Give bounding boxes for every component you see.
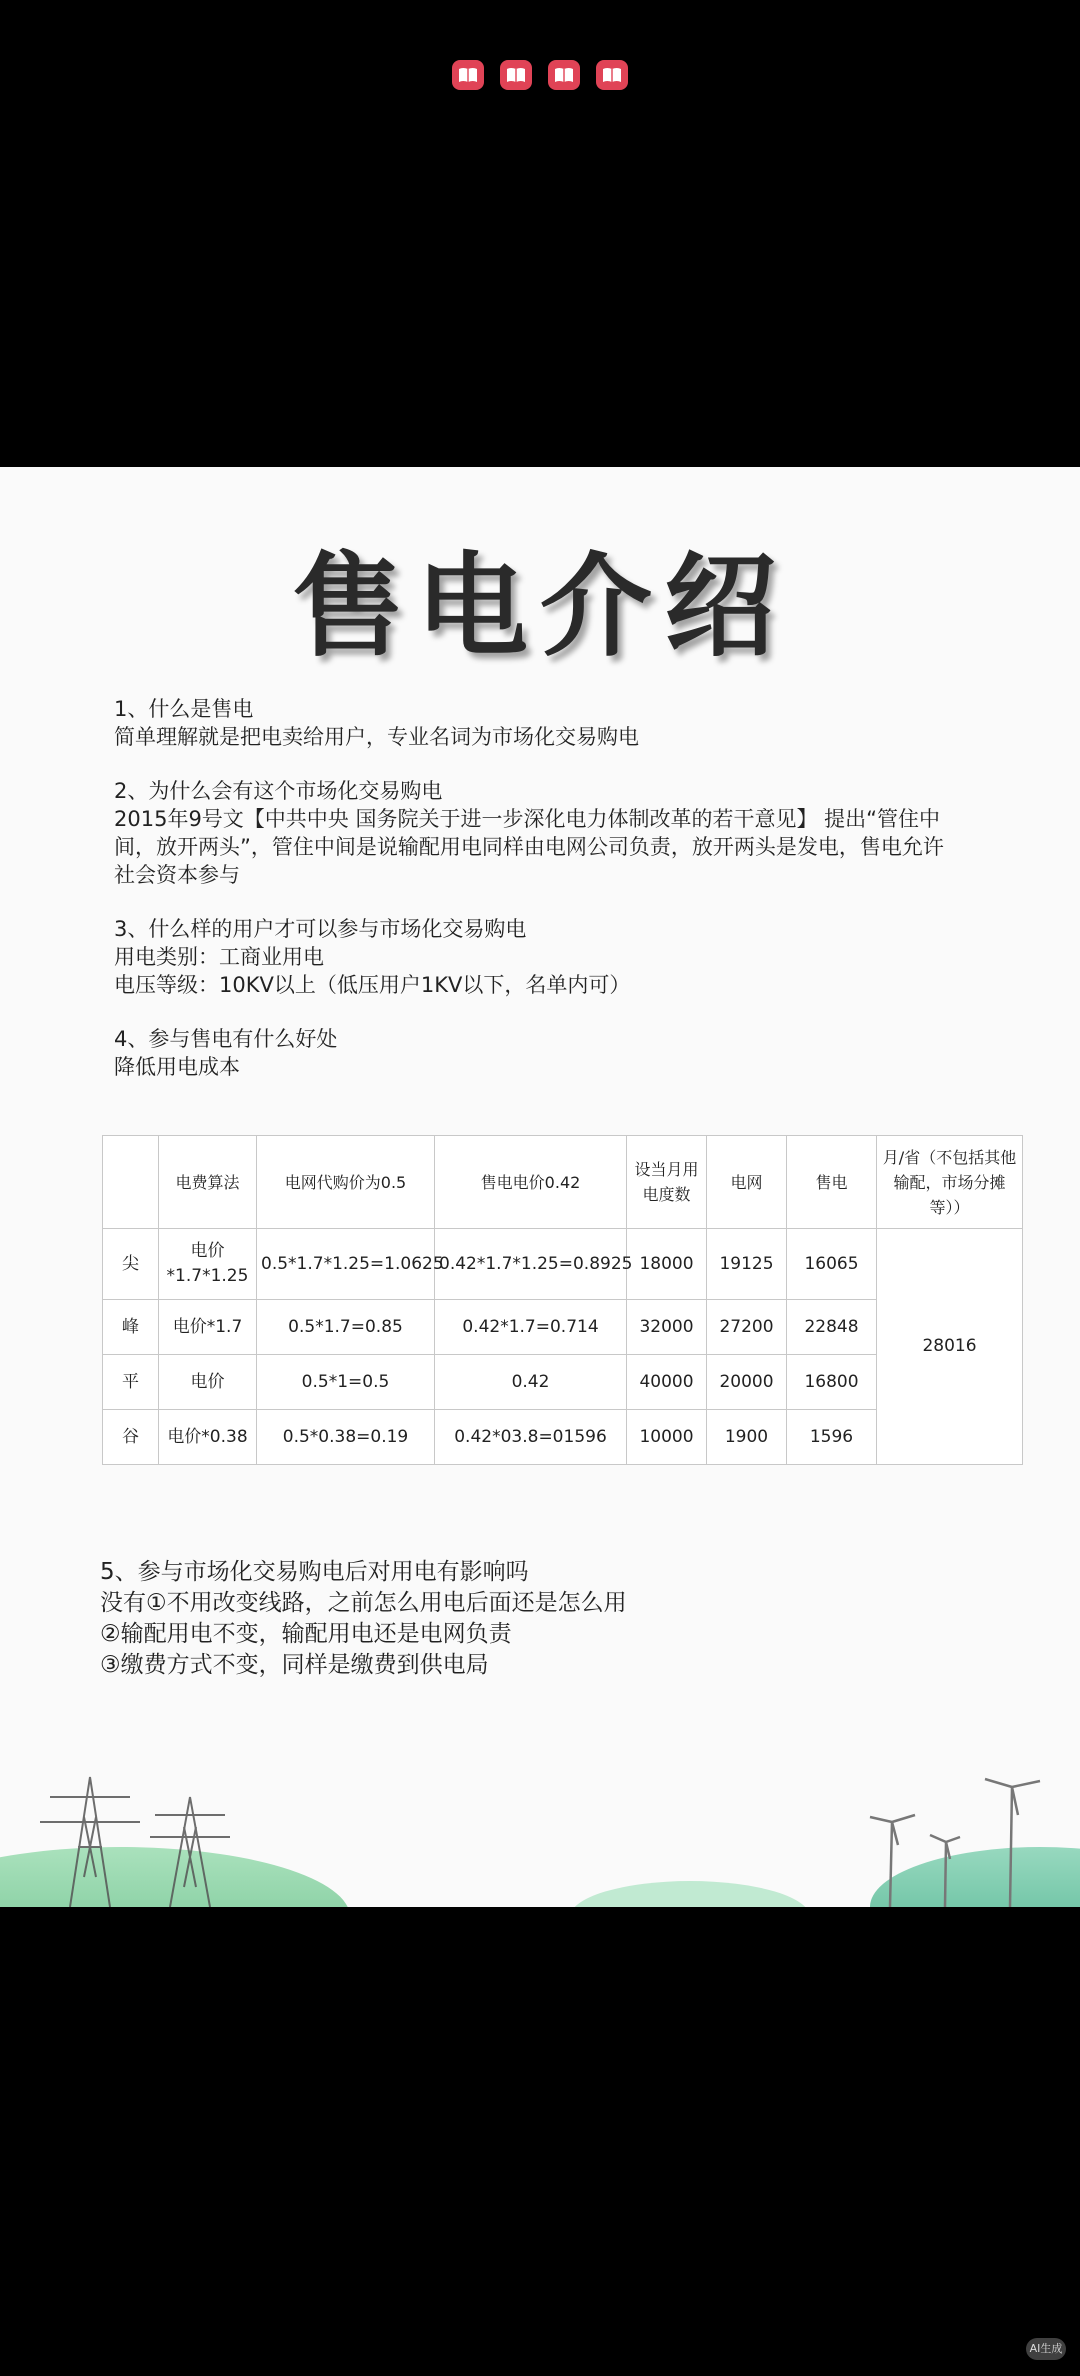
section-what-is <box>114 695 1034 751</box>
section-text: 2015年9号文【中共中央 国务院关于进一步深化电力体制改革的若干意见】 提出“管住中 <box>114 807 941 831</box>
grid-calc-cell: 0.5*0.38=0.19 <box>257 1410 435 1465</box>
price-table <box>102 1135 1023 1465</box>
period-label: 峰 <box>103 1300 159 1355</box>
section-text: 电压等级：10KV以上（低压用户1KV以下，名单内可） <box>114 973 631 997</box>
footer-illustration <box>0 1767 1080 1907</box>
top-icon-row <box>0 60 1080 90</box>
monthly-saving-cell: 28016 <box>877 1229 1023 1465</box>
section-text: ②输配用电不变，输配用电还是电网负责 <box>100 1621 512 1647</box>
table-row <box>103 1229 1023 1300</box>
sale-calc-cell: 0.42*1.7*1.25=0.8925 <box>435 1229 627 1300</box>
section-who <box>114 915 1034 999</box>
formula-cell: 电价*1.7*1.25 <box>159 1229 257 1300</box>
grid-calc-cell: 0.5*1=0.5 <box>257 1355 435 1410</box>
table-header <box>103 1136 159 1229</box>
grid-cost-cell: 27200 <box>707 1300 787 1355</box>
section-text: 间，放开两头”，管住中间是说输配用电同样由电网公司负责，放开两头是发电，售电允许 <box>114 835 944 859</box>
formula-cell: 电价*0.38 <box>159 1410 257 1465</box>
table-header: 设当月用电度数 <box>627 1136 707 1229</box>
page-title: 售电介绍 <box>292 541 788 672</box>
section-heading: 1、什么是售电 <box>114 697 254 721</box>
intro-sections <box>114 695 1034 1107</box>
section-text: 降低用电成本 <box>114 1055 240 1079</box>
usage-cell: 10000 <box>627 1410 707 1465</box>
grid-calc-cell: 0.5*1.7*1.25=1.0625 <box>257 1229 435 1300</box>
grid-calc-cell: 0.5*1.7=0.85 <box>257 1300 435 1355</box>
period-label: 平 <box>103 1355 159 1410</box>
section-text: 社会资本参与 <box>114 863 240 887</box>
section-heading: 2、为什么会有这个市场化交易购电 <box>114 779 443 803</box>
table-header: 月/省（不包括其他输配，市场分摊等）） <box>877 1136 1023 1229</box>
usage-cell: 32000 <box>627 1300 707 1355</box>
section-text: 简单理解就是把电卖给用户，专业名词为市场化交易购电 <box>114 725 639 749</box>
sale-cost-cell: 1596 <box>787 1410 877 1465</box>
section-text: 没有①不用改变线路，之前怎么用电后面还是怎么用 <box>100 1590 627 1616</box>
sale-calc-cell: 0.42 <box>435 1355 627 1410</box>
sale-calc-cell: 0.42*03.8=01596 <box>435 1410 627 1465</box>
hill-right <box>870 1847 1080 1907</box>
period-label: 谷 <box>103 1410 159 1465</box>
price-table-wrap <box>102 1135 1022 1465</box>
table-header-row <box>103 1136 1023 1229</box>
section-text: 用电类别：工商业用电 <box>114 945 324 969</box>
table-header: 电费算法 <box>159 1136 257 1229</box>
document-image <box>0 467 1080 1907</box>
book-icon[interactable] <box>548 60 580 90</box>
grid-cost-cell: 19125 <box>707 1229 787 1300</box>
section-benefit <box>114 1025 1034 1081</box>
sale-calc-cell: 0.42*1.7=0.714 <box>435 1300 627 1355</box>
table-header: 电网代购价为0.5 <box>257 1136 435 1229</box>
grid-cost-cell: 20000 <box>707 1355 787 1410</box>
hill-center <box>570 1881 810 1907</box>
book-icon[interactable] <box>500 60 532 90</box>
section-why <box>114 777 1034 889</box>
section-heading: 4、参与售电有什么好处 <box>114 1027 338 1051</box>
section-heading: 5、参与市场化交易购电后对用电有影响吗 <box>100 1559 529 1585</box>
ai-badge: AI生成 <box>1026 2338 1066 2360</box>
table-header: 售电电价0.42 <box>435 1136 627 1229</box>
table-header: 电网 <box>707 1136 787 1229</box>
formula-cell: 电价 <box>159 1355 257 1410</box>
sale-cost-cell: 22848 <box>787 1300 877 1355</box>
book-icon[interactable] <box>452 60 484 90</box>
usage-cell: 40000 <box>627 1355 707 1410</box>
sale-cost-cell: 16800 <box>787 1355 877 1410</box>
table-header: 售电 <box>787 1136 877 1229</box>
book-icon[interactable] <box>596 60 628 90</box>
section-impact <box>100 1557 1020 1681</box>
section-heading: 3、什么样的用户才可以参与市场化交易购电 <box>114 917 527 941</box>
grid-cost-cell: 1900 <box>707 1410 787 1465</box>
period-label: 尖 <box>103 1229 159 1300</box>
sale-cost-cell: 16065 <box>787 1229 877 1300</box>
section-text: ③缴费方式不变，同样是缴费到供电局 <box>100 1652 489 1678</box>
usage-cell: 18000 <box>627 1229 707 1300</box>
formula-cell: 电价*1.7 <box>159 1300 257 1355</box>
